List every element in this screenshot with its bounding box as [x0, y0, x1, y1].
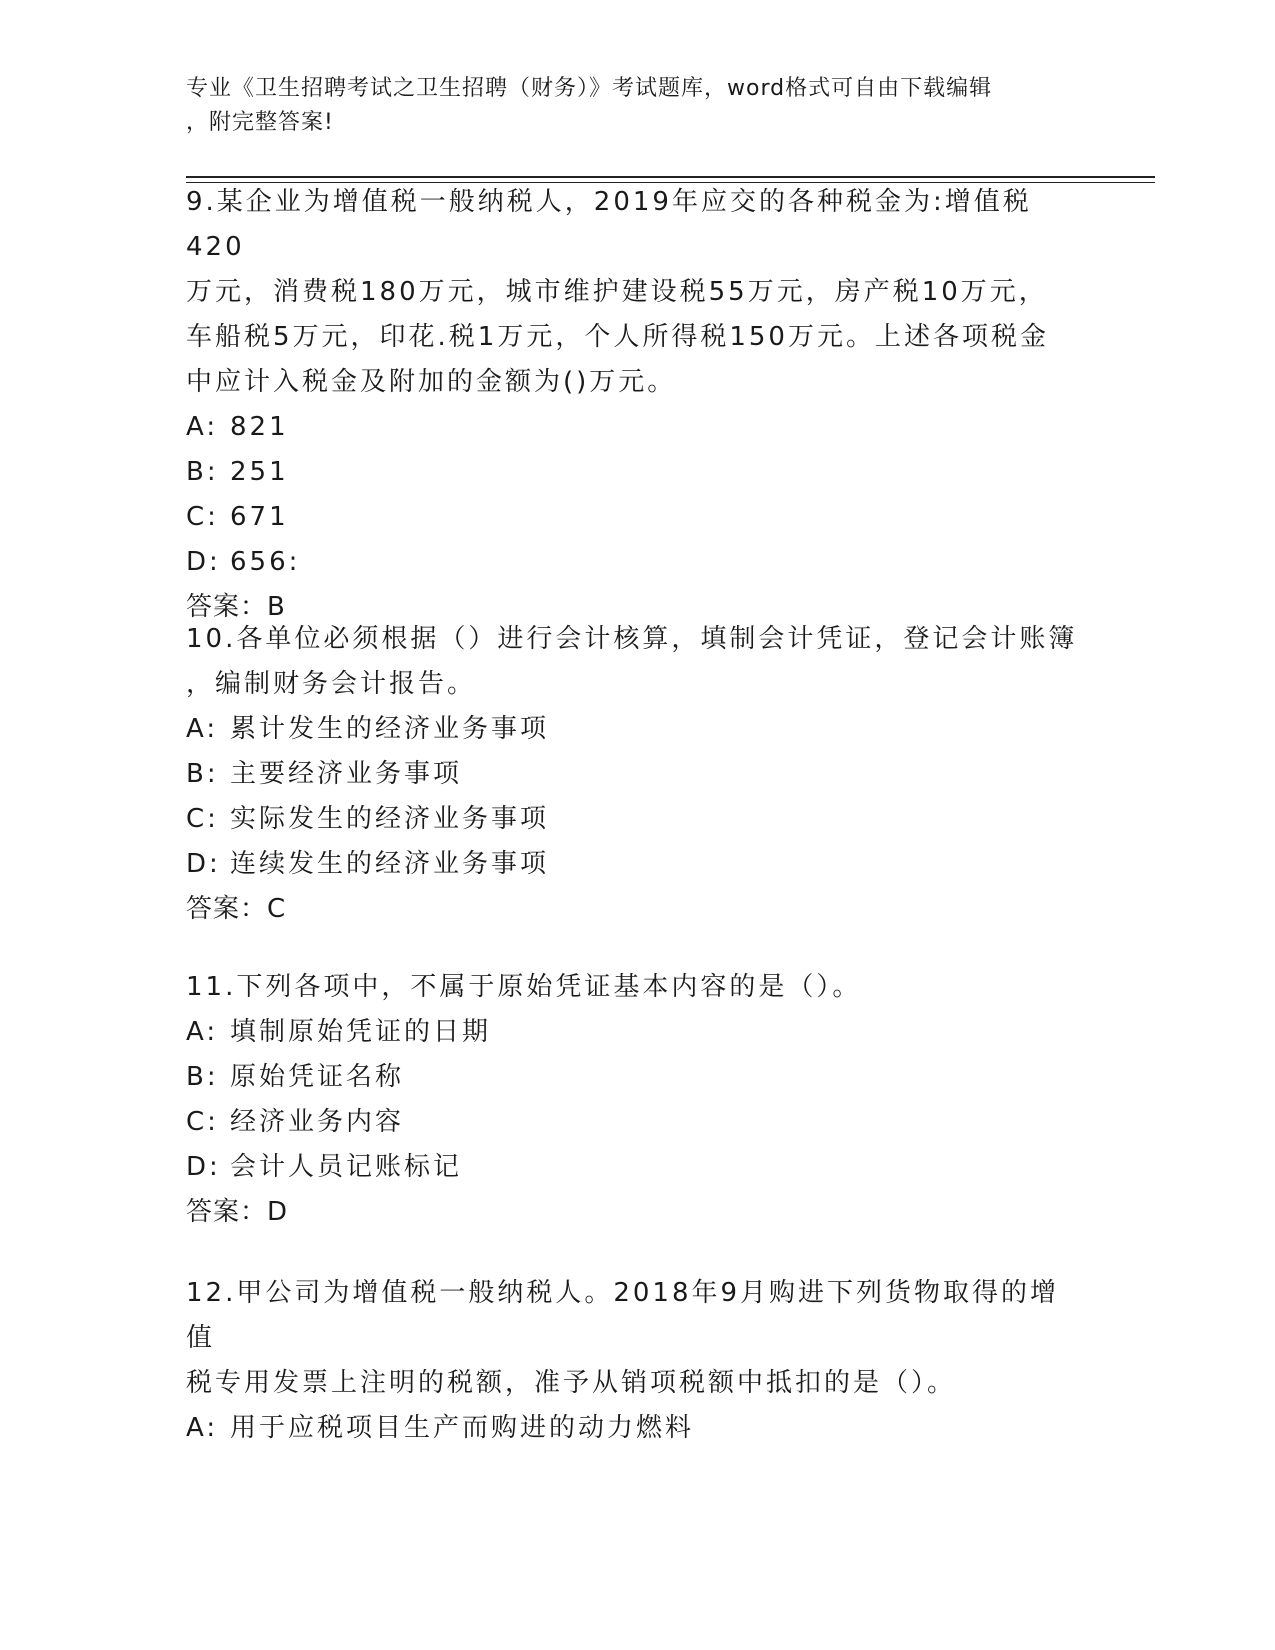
option-label: A: — [186, 714, 219, 744]
question-line: 11.下列各项中，不属于原始凭证基本内容的是（）。 — [186, 972, 862, 1002]
option-a — [186, 1406, 1086, 1451]
option-label: A: — [186, 1017, 219, 1047]
question-9 — [186, 180, 1086, 630]
option-text: 671 — [230, 502, 289, 532]
header-line-1: 专业《卫生招聘考试之卫生招聘（财务）》考试题库，word格式可自由下载编辑 — [186, 76, 993, 101]
option-a — [186, 405, 1086, 450]
option-b — [186, 1055, 1086, 1100]
question-10 — [186, 617, 1086, 932]
option-b — [186, 450, 1086, 495]
option-a — [186, 1010, 1086, 1055]
option-d — [186, 1145, 1086, 1190]
option-label: D: — [186, 1152, 221, 1182]
option-c — [186, 797, 1086, 842]
question-11 — [186, 965, 1086, 1235]
option-text: 累计发生的经济业务事项 — [230, 714, 550, 744]
option-text: 251 — [230, 457, 289, 487]
question-line: 12.甲公司为增值税一般纳税人。2018年9月购进下列货物取得的增值 — [186, 1278, 1060, 1353]
option-a — [186, 707, 1086, 752]
option-text: 会计人员记账标记 — [230, 1152, 463, 1182]
option-text: 用于应税项目生产而购进的动力燃料 — [230, 1413, 695, 1443]
option-d — [186, 540, 1086, 585]
question-12 — [186, 1271, 1086, 1451]
option-text: 656: — [230, 547, 301, 577]
answer: 答案：C — [186, 894, 287, 924]
option-b — [186, 752, 1086, 797]
question-line: 万元，消费税180万元，城市维护建设税55万元，房产税10万元， — [186, 277, 1048, 307]
header-divider-thick — [186, 176, 1155, 178]
question-line: 车船税5万元，印花.税1万元，个人所得税150万元。上述各项税金 — [186, 322, 1049, 352]
question-line: 9.某企业为增值税一般纳税人，2019年应交的各种税金为:增值税420 — [186, 187, 1032, 262]
option-label: C: — [186, 1107, 219, 1137]
option-label: C: — [186, 804, 219, 834]
question-line: 中应计入税金及附加的金额为()万元。 — [186, 367, 677, 397]
option-label: C: — [186, 502, 219, 532]
option-label: D: — [186, 849, 221, 879]
option-d — [186, 842, 1086, 887]
option-text: 原始凭证名称 — [230, 1062, 405, 1092]
answer: 答案：D — [186, 1197, 289, 1227]
option-text: 经济业务内容 — [230, 1107, 405, 1137]
option-text: 填制原始凭证的日期 — [230, 1017, 492, 1047]
option-label: B: — [186, 759, 219, 789]
question-line: 税专用发票上注明的税额，准予从销项税额中抵扣的是（）。 — [186, 1368, 957, 1398]
option-text: 连续发生的经济业务事项 — [230, 849, 550, 879]
option-label: D: — [186, 547, 221, 577]
header-line-2: ，附完整答案! — [186, 110, 334, 135]
option-label: B: — [186, 457, 219, 487]
option-text: 实际发生的经济业务事项 — [230, 804, 550, 834]
question-line: 10.各单位必须根据（）进行会计核算，填制会计凭证，登记会计账簿 — [186, 624, 1078, 654]
option-text: 主要经济业务事项 — [230, 759, 463, 789]
option-c — [186, 495, 1086, 540]
option-c — [186, 1100, 1086, 1145]
option-label: B: — [186, 1062, 219, 1092]
option-text: 821 — [230, 412, 289, 442]
document-header — [186, 72, 1066, 140]
answer: 答案：B — [186, 592, 286, 622]
question-line: ，编制财务会计报告。 — [186, 669, 477, 699]
option-label: A: — [186, 1413, 219, 1443]
option-label: A: — [186, 412, 219, 442]
